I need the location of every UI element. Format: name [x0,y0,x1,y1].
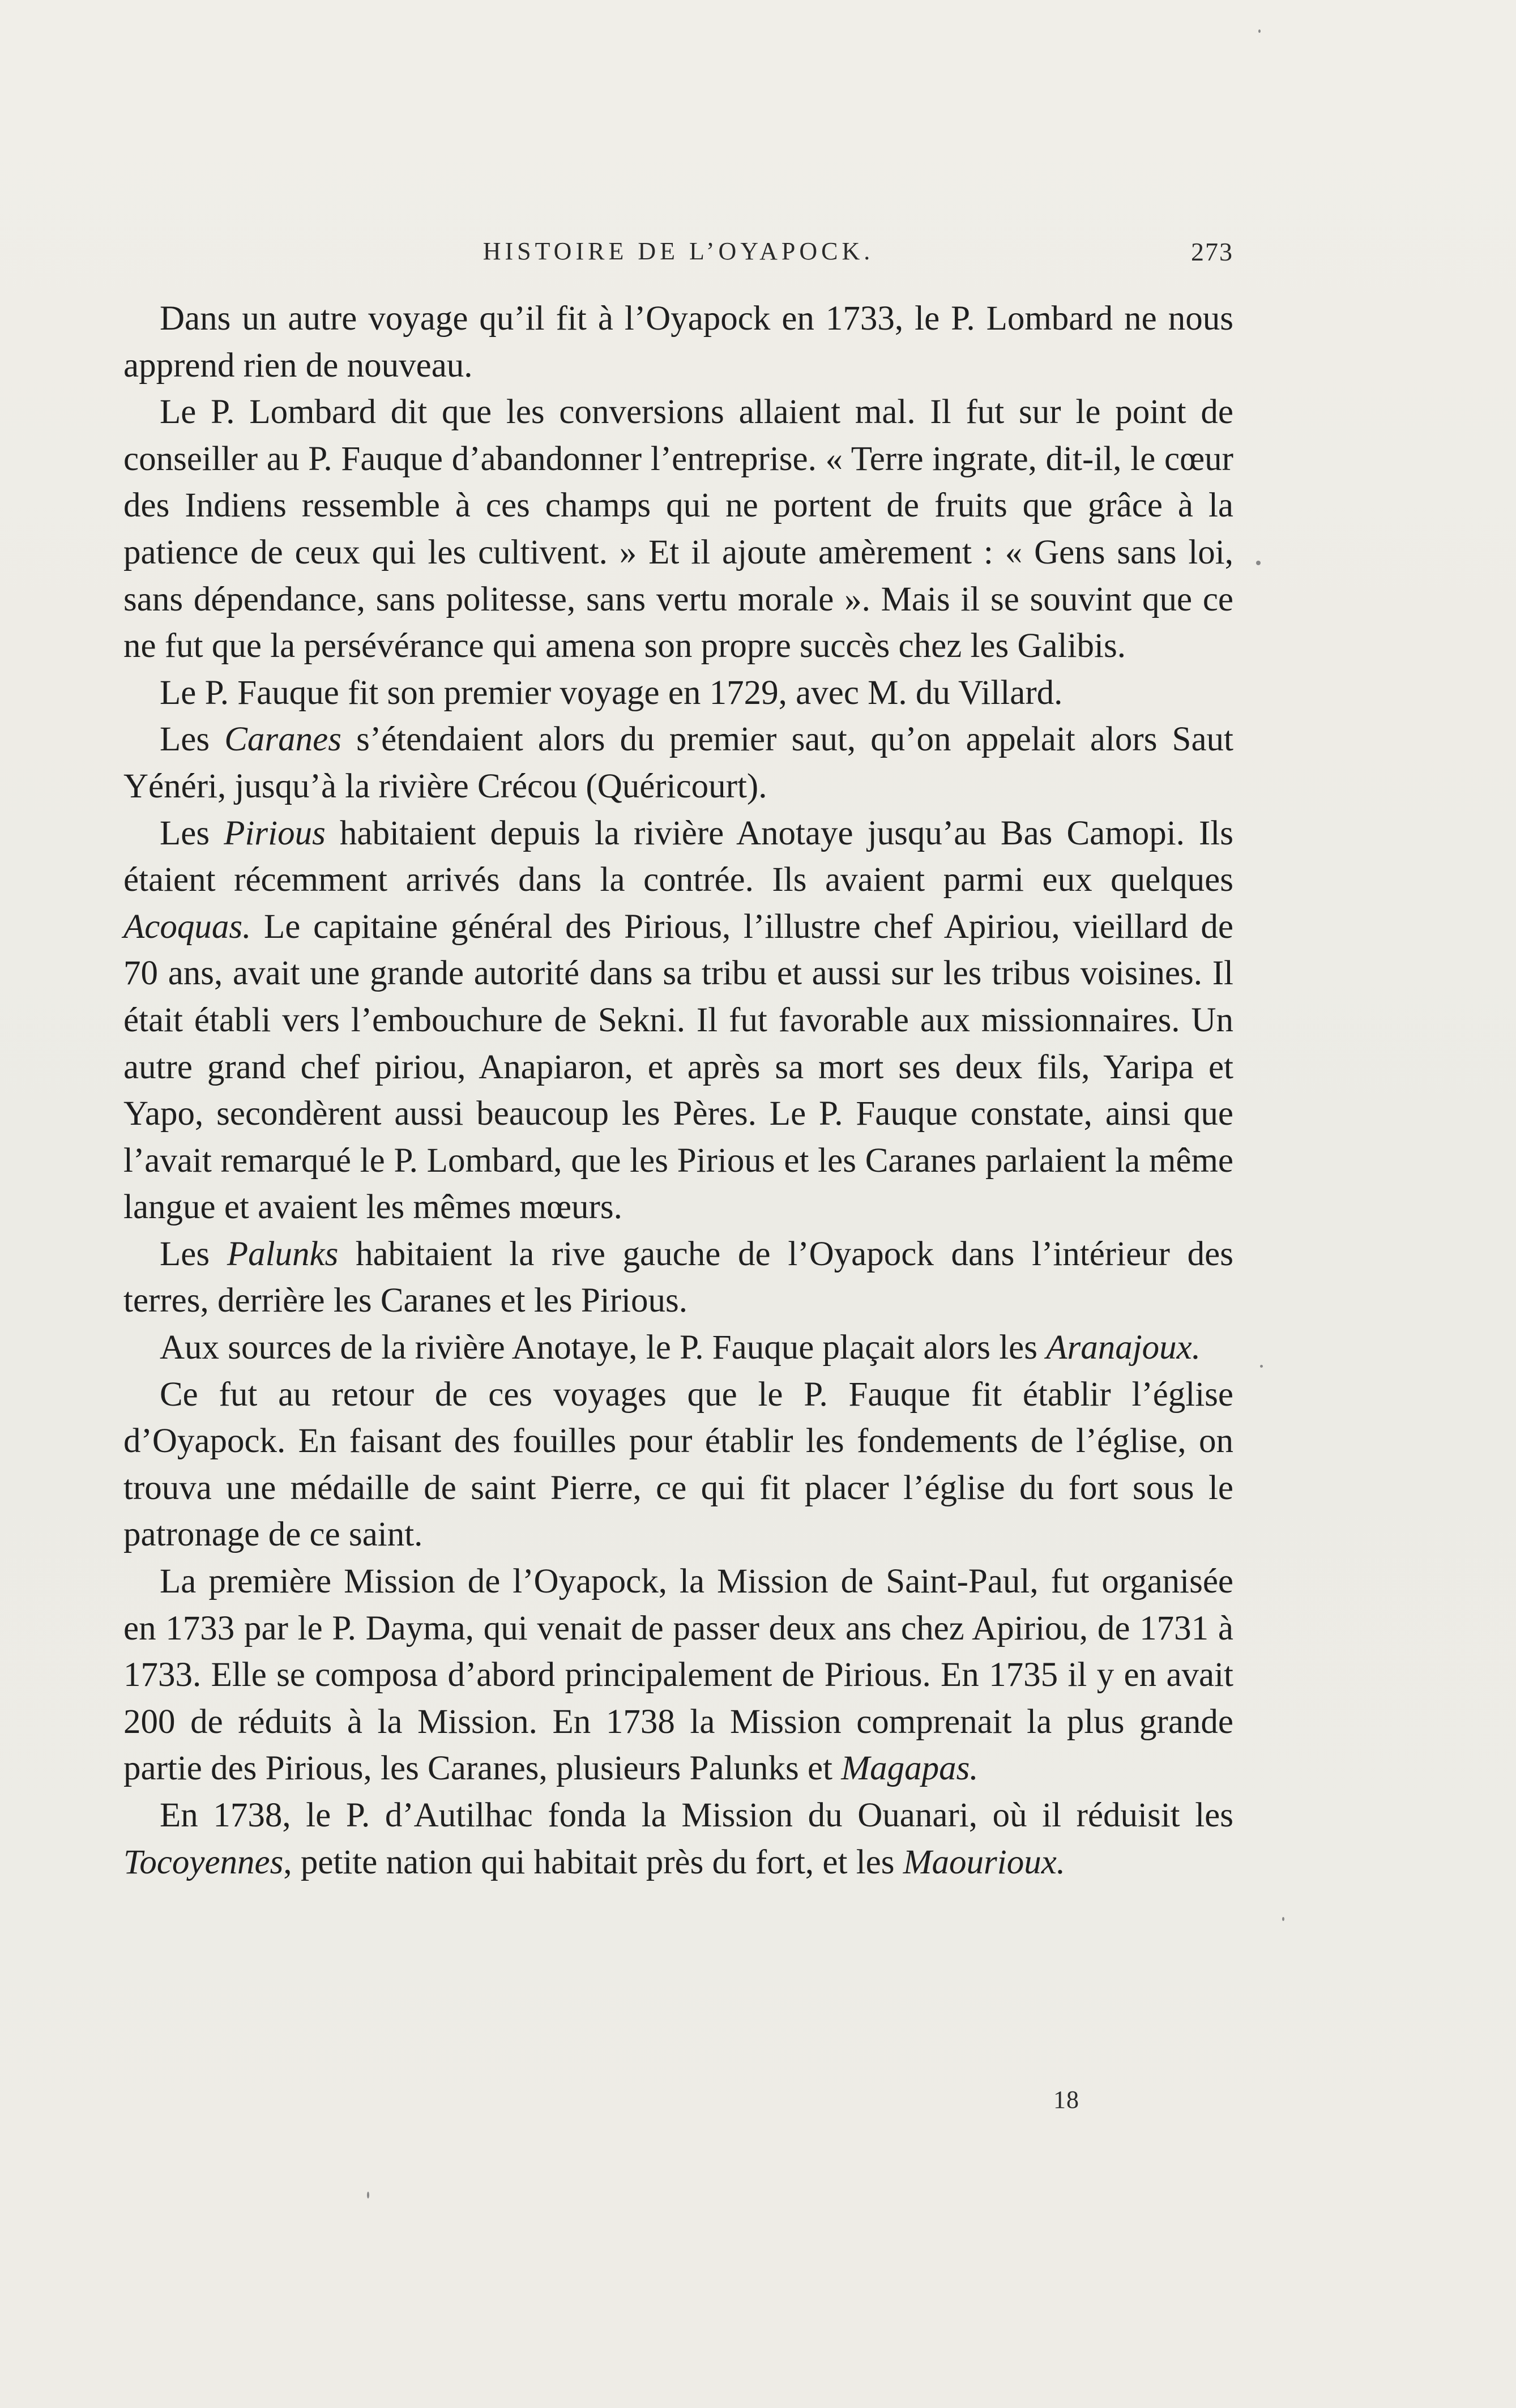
scan-speck [1258,29,1261,33]
text-run: Dans un autre voyage qu’il fit à l’Oyapock en 1733, le P. Lombard ne nous apprend rien de nouveau. [123,300,1233,385]
body-text [123,296,1233,1886]
text-run: Ce fut au retour de ces voyages que le P. Fauque fit établir l’église d’Oyapock. En faisant des fouilles pour établir les fondements de l’église, on trouva une médaille de saint Pierre, ce qui fit placer l’église du fort sous le patronage de ce saint. [123,1375,1233,1554]
italic-term: Palunks [227,1235,339,1273]
text-run: s’étendaient alors du premier saut, qu’on appelait alors Saut Yénéri, jusqu’à la rivière Crécou (Quéricourt). [123,720,1234,805]
page-header [123,237,1233,276]
text-run: En 1738, le P. d’Autilhac fonda la Mission du Ouanari, où il réduisit les [160,1796,1233,1834]
paragraph [123,716,1233,810]
italic-term: Maourioux. [903,1843,1066,1881]
text-run: Le P. Fauque fit son premier voyage en 1729, avec M. du Villard. [160,673,1063,712]
italic-term: Caranes [224,720,341,759]
scan-speck [367,2192,369,2198]
running-title: HISTOIRE DE L’OYAPOCK. [482,237,874,265]
text-run: habitaient depuis la rivière Anotaye jusqu’au Bas Camopi. Ils étaient récemment arrivés dans la contrée. Ils avaient parmi eux quelques [123,814,1233,899]
scan-speck [1282,1917,1284,1921]
italic-term: Pirious [224,814,326,852]
signature-mark: 18 [1053,2086,1079,2114]
text-run: Aux sources de la rivière Anotaye, le P. Fauque plaçait alors les [160,1329,1047,1367]
italic-term: Magapas. [841,1749,979,1788]
text-run: La première Mission de l’Oyapock, la Mission de Saint-Paul, fut organisée en 1733 par le P. Dayma, qui venait de passer deux ans chez Apiriou, de 1731 à 1733. Elle se composa d’abord principalement de Pirious. En 1735 il y en avait 200 de réduits à la Mission. En 1738 la Mission comprenait la plus grande partie des Pirious, les Caranes, plusieurs Palunks et [123,1562,1233,1788]
text-run: Les [160,1235,227,1273]
text-run: , petite nation qui habitait près du fort, et les [283,1843,903,1881]
text-run: Le P. Lombard dit que les conversions allaient mal. Il fut sur le point de conseiller au P. Fauque d’abandonner l’entreprise. « Terre ingrate, dit-il, le cœur des Indiens ressemble à ces champs qui ne portent de fruits que grâce à la patience de ceux qui les cultivent. » Et il ajoute amèrement : « Gens sans loi, sans dépendance, sans politesse, sans vertu morale ». Mais il se souvint que ce ne fut que la persévérance qui amena son propre succès chez les Galibis. [123,393,1233,665]
italic-term: Aranajoux. [1046,1329,1201,1367]
paragraph [123,810,1233,1231]
paragraph [123,670,1233,717]
paragraph [123,1231,1233,1325]
paragraph [123,389,1233,670]
paragraph [123,296,1233,389]
italic-term: Acoquas. [123,907,251,946]
page-number: 273 [1191,237,1233,266]
text-run: Le capitaine général des Pirious, l’illustre chef Apiriou, vieillard de 70 ans, avait une grande autorité dans sa tribu et aussi sur les tribus voisines. Il était établi vers l’embouchure de Sekni. Il fut favorable aux missionnaires. Un autre grand chef piriou, Anapiaron, et après sa mort ses deux fils, Yaripa et Yapo, secondèrent aussi beaucoup les Pères. Le P. Fauque constate, ainsi que l’avait remarqué le P. Lombard, que les Pirious et les Caranes parlaient la même langue et avaient les mêmes mœurs. [123,907,1233,1227]
text-run: Les [160,720,225,759]
italic-term: Tocoyennes [123,1843,284,1881]
paragraph [123,1559,1233,1792]
scan-speck [1260,1365,1263,1368]
paragraph [123,1792,1233,1886]
paragraph [123,1372,1233,1559]
text-run: habitaient la rive gauche de l’Oyapock dans l’intérieur des terres, derrière les Caranes et les Pirious. [123,1235,1233,1320]
paragraph [123,1325,1233,1372]
scan-speck [1256,561,1261,565]
text-run: Les [160,814,224,852]
